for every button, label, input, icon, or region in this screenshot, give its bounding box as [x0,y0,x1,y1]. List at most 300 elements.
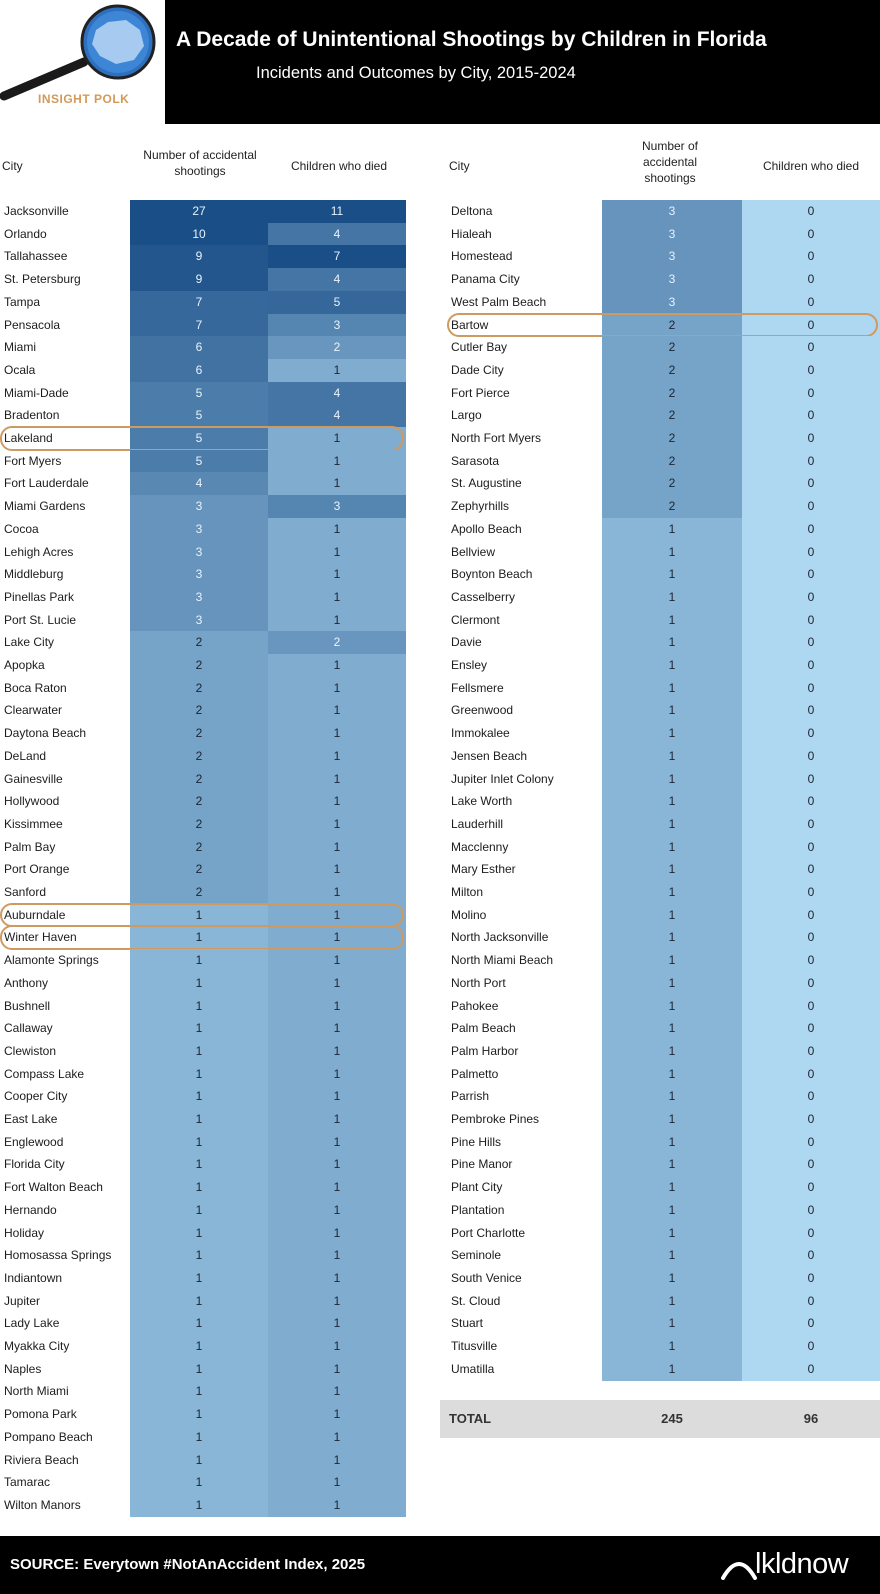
left-city-myakka-city: Myakka City [4,1339,70,1353]
right-died-cutler-bay: 0 [742,336,880,359]
left-shootings-fort-walton-beach: 1 [130,1176,268,1199]
left-died-fort-myers: 1 [268,450,406,473]
right-city-titusville: Titusville [451,1339,498,1353]
left-city-palm-bay: Palm Bay [4,839,56,854]
left-shootings-st-petersburg: 9 [130,268,268,291]
left-city-kissimmee: Kissimmee [4,816,63,831]
left-city-lakeland: Lakeland [4,431,53,445]
left-city-anthony: Anthony [4,975,49,990]
left-shootings-lehigh-acres: 3 [130,541,268,564]
left-died-clewiston: 1 [268,1040,406,1063]
right-shootings-molino: 1 [602,904,742,927]
right-died-seminole: 0 [742,1244,880,1267]
left-died-north-miami: 1 [268,1380,406,1403]
left-died-indiantown: 1 [268,1267,406,1290]
left-shootings-port-st-lucie: 3 [130,609,268,632]
right-city-jensen-beach: Jensen Beach [451,748,528,763]
left-died-winter-haven: 1 [268,926,406,949]
total-died-value: 96 [803,1411,819,1426]
left-city-hernando: Hernando [4,1202,57,1217]
right-city-davie: Davie [451,635,482,650]
left-city-deland: DeLand [4,748,47,763]
left-shootings-hernando: 1 [130,1199,268,1222]
right-died-south-venice: 0 [742,1267,880,1290]
right-shootings-palmetto: 1 [602,1063,742,1086]
left-shootings-bushnell: 1 [130,995,268,1018]
left-died-clearwater: 1 [268,699,406,722]
left-died-tampa: 5 [268,291,406,314]
left-shootings-ocala: 6 [130,359,268,382]
left-city-middleburg: Middleburg [4,567,64,582]
left-city-auburndale: Auburndale [4,907,66,922]
right-shootings-macclenny: 1 [602,836,742,859]
right-shootings-north-port: 1 [602,972,742,995]
right-city-west-palm-beach: West Palm Beach [451,294,547,309]
left-city-miami-gardens: Miami Gardens [4,499,86,514]
right-city-parrish: Parrish [451,1089,490,1104]
right-died-umatilla: 0 [742,1358,880,1381]
left-died-miami: 2 [268,336,406,359]
right-shootings-stuart: 1 [602,1312,742,1335]
left-shootings-middleburg: 3 [130,563,268,586]
right-city-umatilla: Umatilla [451,1361,495,1376]
left-shootings-orlando: 10 [130,223,268,246]
right-shootings-st-augustine: 2 [602,472,742,495]
left-city-pompano-beach: Pompano Beach [4,1429,93,1444]
left-header-shootings: Number of accidental shootings [143,148,257,178]
right-shootings-plant-city: 1 [602,1176,742,1199]
right-died-boynton-beach: 0 [742,563,880,586]
left-shootings-naples: 1 [130,1358,268,1381]
page-title: A Decade of Unintentional Shootings by Children in Florida [176,28,767,51]
right-shootings-davie: 1 [602,631,742,654]
right-died-st-augustine: 0 [742,472,880,495]
left-shootings-miami-dade: 5 [130,382,268,405]
right-city-hialeah: Hialeah [451,226,492,241]
right-shootings-st-cloud: 1 [602,1290,742,1313]
left-city-alamonte-springs: Alamonte Springs [4,953,99,968]
left-died-st-petersburg: 4 [268,268,406,291]
right-shootings-mary-esther: 1 [602,858,742,881]
left-died-jacksonville: 11 [268,200,406,223]
left-died-tallahassee: 7 [268,245,406,268]
left-shootings-pompano-beach: 1 [130,1426,268,1449]
right-city-plant-city: Plant City [451,1180,503,1195]
right-city-largo: Largo [451,408,482,423]
left-died-naples: 1 [268,1358,406,1381]
right-city-deltona: Deltona [451,204,493,218]
left-city-tallahassee: Tallahassee [4,249,68,264]
left-shootings-riviera-beach: 1 [130,1449,268,1472]
left-header-died: Children who died [290,159,388,173]
right-shootings-port-charlotte: 1 [602,1222,742,1245]
right-city-boynton-beach: Boynton Beach [451,567,533,582]
left-died-port-st-lucie: 1 [268,609,406,632]
left-died-bushnell: 1 [268,995,406,1018]
left-died-hernando: 1 [268,1199,406,1222]
right-city-north-fort-myers: North Fort Myers [451,431,542,445]
left-shootings-homosassa-springs: 1 [130,1244,268,1267]
right-shootings-jensen-beach: 1 [602,745,742,768]
left-shootings-callaway: 1 [130,1017,268,1040]
right-died-deltona: 0 [742,200,880,223]
left-city-homosassa-springs: Homosassa Springs [4,1248,112,1263]
right-shootings-jupiter-inlet-colony: 1 [602,768,742,791]
left-shootings-lady-lake: 1 [130,1312,268,1335]
left-shootings-jupiter: 1 [130,1290,268,1313]
logo-panel [0,0,165,124]
right-city-casselberry: Casselberry [451,589,516,604]
right-died-sarasota: 0 [742,450,880,473]
left-died-jupiter: 1 [268,1290,406,1313]
left-died-palm-bay: 1 [268,836,406,859]
left-city-riviera-beach: Riviera Beach [4,1452,79,1467]
left-city-naples: Naples [4,1361,42,1376]
right-shootings-ensley: 1 [602,654,742,677]
left-shootings-auburndale: 1 [130,904,268,927]
right-shootings-parrish: 1 [602,1085,742,1108]
left-shootings-tamarac: 1 [130,1471,268,1494]
right-died-immokalee: 0 [742,722,880,745]
left-shootings-fort-lauderdale: 4 [130,472,268,495]
left-shootings-tallahassee: 9 [130,245,268,268]
left-city-orlando: Orlando [4,226,47,241]
right-city-sarasota: Sarasota [451,453,500,468]
right-city-mary-esther: Mary Esther [451,862,516,877]
right-died-jensen-beach: 0 [742,745,880,768]
left-city-apopka: Apopka [4,658,45,672]
right-city-plantation: Plantation [451,1202,505,1217]
logo-text: INSIGHT POLK [38,92,130,106]
right-shootings-bartow: 2 [602,314,742,337]
left-shootings-pensacola: 7 [130,314,268,337]
left-died-cooper-city: 1 [268,1085,406,1108]
right-died-greenwood: 0 [742,699,880,722]
left-shootings-pinellas-park: 3 [130,586,268,609]
left-city-callaway: Callaway [4,1021,53,1036]
left-city-miami: Miami [4,340,36,355]
left-city-lehigh-acres: Lehigh Acres [4,544,74,559]
right-died-pine-manor: 0 [742,1153,880,1176]
right-died-molino: 0 [742,904,880,927]
right-city-st-cloud: St. Cloud [451,1293,501,1308]
left-city-cooper-city: Cooper City [4,1089,68,1104]
left-city-wilton-manors: Wilton Manors [4,1497,81,1512]
right-died-west-palm-beach: 0 [742,291,880,314]
left-shootings-deland: 2 [130,745,268,768]
left-shootings-boca-raton: 2 [130,677,268,700]
right-city-pine-hills: Pine Hills [451,1134,502,1149]
right-died-fort-pierce: 0 [742,382,880,405]
right-died-largo: 0 [742,404,880,427]
left-died-compass-lake: 1 [268,1063,406,1086]
right-died-milton: 0 [742,881,880,904]
left-city-indiantown: Indiantown [4,1270,63,1285]
left-died-florida-city: 1 [268,1153,406,1176]
left-shootings-lakeland: 5 [130,427,268,450]
right-died-davie: 0 [742,631,880,654]
right-died-panama-city: 0 [742,268,880,291]
right-died-homestead: 0 [742,245,880,268]
right-shootings-casselberry: 1 [602,586,742,609]
left-shootings-sanford: 2 [130,881,268,904]
left-died-myakka-city: 1 [268,1335,406,1358]
right-city-lake-worth: Lake Worth [451,794,513,809]
left-city-lady-lake: Lady Lake [4,1316,60,1331]
right-shootings-deltona: 3 [602,200,742,223]
left-shootings-winter-haven: 1 [130,926,268,949]
right-city-fellsmere: Fellsmere [451,680,504,695]
right-city-macclenny: Macclenny [451,839,509,854]
left-shootings-compass-lake: 1 [130,1063,268,1086]
left-city-port-orange: Port Orange [4,862,70,877]
right-died-jupiter-inlet-colony: 0 [742,768,880,791]
left-died-pensacola: 3 [268,314,406,337]
right-city-palm-beach: Palm Beach [451,1021,516,1036]
right-shootings-fort-pierce: 2 [602,382,742,405]
arch-icon [719,1554,759,1580]
right-city-bartow: Bartow [451,317,489,332]
right-died-fellsmere: 0 [742,677,880,700]
right-died-hialeah: 0 [742,223,880,246]
left-died-callaway: 1 [268,1017,406,1040]
left-city-east-lake: East Lake [4,1112,58,1126]
right-shootings-greenwood: 1 [602,699,742,722]
right-city-apollo-beach: Apollo Beach [451,521,522,536]
brand-text: lkldnow [755,1548,849,1580]
left-died-fort-lauderdale: 1 [268,472,406,495]
right-header-city: City [449,159,470,173]
right-shootings-palm-beach: 1 [602,1017,742,1040]
left-shootings-holiday: 1 [130,1222,268,1245]
right-city-palmetto: Palmetto [451,1066,499,1081]
left-shootings-jacksonville: 27 [130,200,268,223]
left-shootings-wilton-manors: 1 [130,1494,268,1517]
left-died-ocala: 1 [268,359,406,382]
left-city-pensacola: Pensacola [4,317,61,332]
left-died-lake-city: 2 [268,631,406,654]
left-shootings-tampa: 7 [130,291,268,314]
left-died-east-lake: 1 [268,1108,406,1131]
right-shootings-fellsmere: 1 [602,677,742,700]
left-city-hollywood: Hollywood [4,794,60,809]
left-city-bushnell: Bushnell [4,998,51,1013]
source-text: SOURCE: Everytown #NotAnAccident Index, 2025 [10,1556,366,1573]
right-died-mary-esther: 0 [742,858,880,881]
left-died-fort-walton-beach: 1 [268,1176,406,1199]
right-died-north-miami-beach: 0 [742,949,880,972]
left-died-pinellas-park: 1 [268,586,406,609]
left-died-englewood: 1 [268,1131,406,1154]
left-shootings-daytona-beach: 2 [130,722,268,745]
left-city-tampa: Tampa [4,294,41,309]
left-died-wilton-manors: 1 [268,1494,406,1517]
right-died-palm-harbor: 0 [742,1040,880,1063]
left-died-pomona-park: 1 [268,1403,406,1426]
left-city-sanford: Sanford [4,885,47,899]
right-city-seminole: Seminole [451,1248,502,1263]
right-died-palm-beach: 0 [742,1017,880,1040]
left-died-miami-dade: 4 [268,382,406,405]
right-died-north-jacksonville: 0 [742,926,880,949]
left-died-tamarac: 1 [268,1471,406,1494]
left-shootings-cooper-city: 1 [130,1085,268,1108]
right-city-immokalee: Immokalee [451,726,510,741]
left-city-north-miami: North Miami [4,1384,69,1399]
right-shootings-north-jacksonville: 1 [602,926,742,949]
right-died-zephyrhills: 0 [742,495,880,518]
left-died-homosassa-springs: 1 [268,1244,406,1267]
right-shootings-plantation: 1 [602,1199,742,1222]
left-city-winter-haven: Winter Haven [4,930,77,945]
left-city-clearwater: Clearwater [4,703,63,718]
right-city-zephyrhills: Zephyrhills [451,499,510,514]
right-city-lauderhill: Lauderhill [451,816,504,831]
right-shootings-bellview: 1 [602,541,742,564]
right-shootings-homestead: 3 [602,245,742,268]
left-city-tamarac: Tamarac [4,1475,51,1490]
left-died-apopka: 1 [268,654,406,677]
right-died-plant-city: 0 [742,1176,880,1199]
right-died-pahokee: 0 [742,995,880,1018]
left-city-pinellas-park: Pinellas Park [4,589,75,604]
left-city-ocala: Ocala [4,362,36,377]
total-shootings-value: 245 [661,1411,683,1426]
total-label: TOTAL [449,1411,492,1426]
left-died-hollywood: 1 [268,790,406,813]
left-shootings-englewood: 1 [130,1131,268,1154]
right-died-clermont: 0 [742,609,880,632]
right-shootings-zephyrhills: 2 [602,495,742,518]
left-shootings-gainesville: 2 [130,768,268,791]
right-shootings-lauderhill: 1 [602,813,742,836]
right-died-macclenny: 0 [742,836,880,859]
right-city-stuart: Stuart [451,1316,484,1331]
left-died-cocoa: 1 [268,518,406,541]
left-city-st-petersburg: St. Petersburg [4,272,81,287]
left-shootings-lake-city: 2 [130,631,268,654]
right-city-panama-city: Panama City [451,272,520,287]
left-shootings-east-lake: 1 [130,1108,268,1131]
right-shootings-seminole: 1 [602,1244,742,1267]
right-died-bellview: 0 [742,541,880,564]
left-died-anthony: 1 [268,972,406,995]
right-died-apollo-beach: 0 [742,518,880,541]
right-died-plantation: 0 [742,1199,880,1222]
left-shootings-fort-myers: 5 [130,450,268,473]
right-city-bellview: Bellview [451,544,496,559]
right-died-palmetto: 0 [742,1063,880,1086]
left-shootings-miami-gardens: 3 [130,495,268,518]
left-shootings-miami: 6 [130,336,268,359]
right-shootings-titusville: 1 [602,1335,742,1358]
right-died-north-fort-myers: 0 [742,427,880,450]
right-city-north-jacksonville: North Jacksonville [451,930,549,945]
left-died-miami-gardens: 3 [268,495,406,518]
right-died-lake-worth: 0 [742,790,880,813]
left-died-lakeland: 1 [268,427,406,450]
left-city-jacksonville: Jacksonville [4,204,69,218]
right-died-bartow: 0 [742,314,880,337]
left-shootings-kissimmee: 2 [130,813,268,836]
left-city-holiday: Holiday [4,1225,45,1240]
right-died-st-cloud: 0 [742,1290,880,1313]
left-city-pomona-park: Pomona Park [4,1407,77,1422]
left-died-daytona-beach: 1 [268,722,406,745]
left-shootings-myakka-city: 1 [130,1335,268,1358]
right-shootings-milton: 1 [602,881,742,904]
left-city-boca-raton: Boca Raton [4,680,67,695]
left-city-englewood: Englewood [4,1134,64,1149]
right-city-clermont: Clermont [451,612,500,627]
right-shootings-pahokee: 1 [602,995,742,1018]
right-city-port-charlotte: Port Charlotte [451,1225,526,1240]
right-city-homestead: Homestead [451,249,513,264]
right-city-greenwood: Greenwood [451,703,514,718]
left-shootings-alamonte-springs: 1 [130,949,268,972]
right-shootings-largo: 2 [602,404,742,427]
right-city-ensley: Ensley [451,658,488,672]
left-shootings-clearwater: 2 [130,699,268,722]
right-shootings-cutler-bay: 2 [602,336,742,359]
right-city-jupiter-inlet-colony: Jupiter Inlet Colony [451,771,554,786]
right-shootings-north-fort-myers: 2 [602,427,742,450]
left-died-sanford: 1 [268,881,406,904]
right-shootings-clermont: 1 [602,609,742,632]
right-city-palm-harbor: Palm Harbor [451,1043,519,1058]
right-shootings-south-venice: 1 [602,1267,742,1290]
left-died-boca-raton: 1 [268,677,406,700]
right-died-titusville: 0 [742,1335,880,1358]
left-died-alamonte-springs: 1 [268,949,406,972]
left-died-kissimmee: 1 [268,813,406,836]
left-city-fort-myers: Fort Myers [4,453,62,468]
right-shootings-hialeah: 3 [602,223,742,246]
right-died-pembroke-pines: 0 [742,1108,880,1131]
right-city-north-port: North Port [451,975,506,990]
left-city-jupiter: Jupiter [4,1293,41,1308]
left-shootings-clewiston: 1 [130,1040,268,1063]
right-died-dade-city: 0 [742,359,880,382]
left-city-miami-dade: Miami-Dade [4,385,69,400]
left-shootings-anthony: 1 [130,972,268,995]
left-shootings-north-miami: 1 [130,1380,268,1403]
left-city-port-st-lucie: Port St. Lucie [4,612,77,627]
right-header-died: Children who died [762,159,860,173]
right-shootings-north-miami-beach: 1 [602,949,742,972]
left-shootings-cocoa: 3 [130,518,268,541]
right-city-north-miami-beach: North Miami Beach [451,953,554,968]
right-shootings-immokalee: 1 [602,722,742,745]
left-died-lady-lake: 1 [268,1312,406,1335]
left-shootings-florida-city: 1 [130,1153,268,1176]
right-died-pine-hills: 0 [742,1131,880,1154]
right-died-north-port: 0 [742,972,880,995]
left-died-orlando: 4 [268,223,406,246]
left-city-compass-lake: Compass Lake [4,1066,85,1081]
right-shootings-pine-manor: 1 [602,1153,742,1176]
left-died-riviera-beach: 1 [268,1449,406,1472]
right-shootings-pine-hills: 1 [602,1131,742,1154]
left-died-gainesville: 1 [268,768,406,791]
right-died-lauderhill: 0 [742,813,880,836]
right-shootings-dade-city: 2 [602,359,742,382]
right-city-south-venice: South Venice [451,1270,522,1285]
left-city-gainesville: Gainesville [4,771,63,786]
page-subtitle: Incidents and Outcomes by City, 2015-2024 [256,64,576,82]
left-died-pompano-beach: 1 [268,1426,406,1449]
left-city-cocoa: Cocoa [4,521,39,536]
